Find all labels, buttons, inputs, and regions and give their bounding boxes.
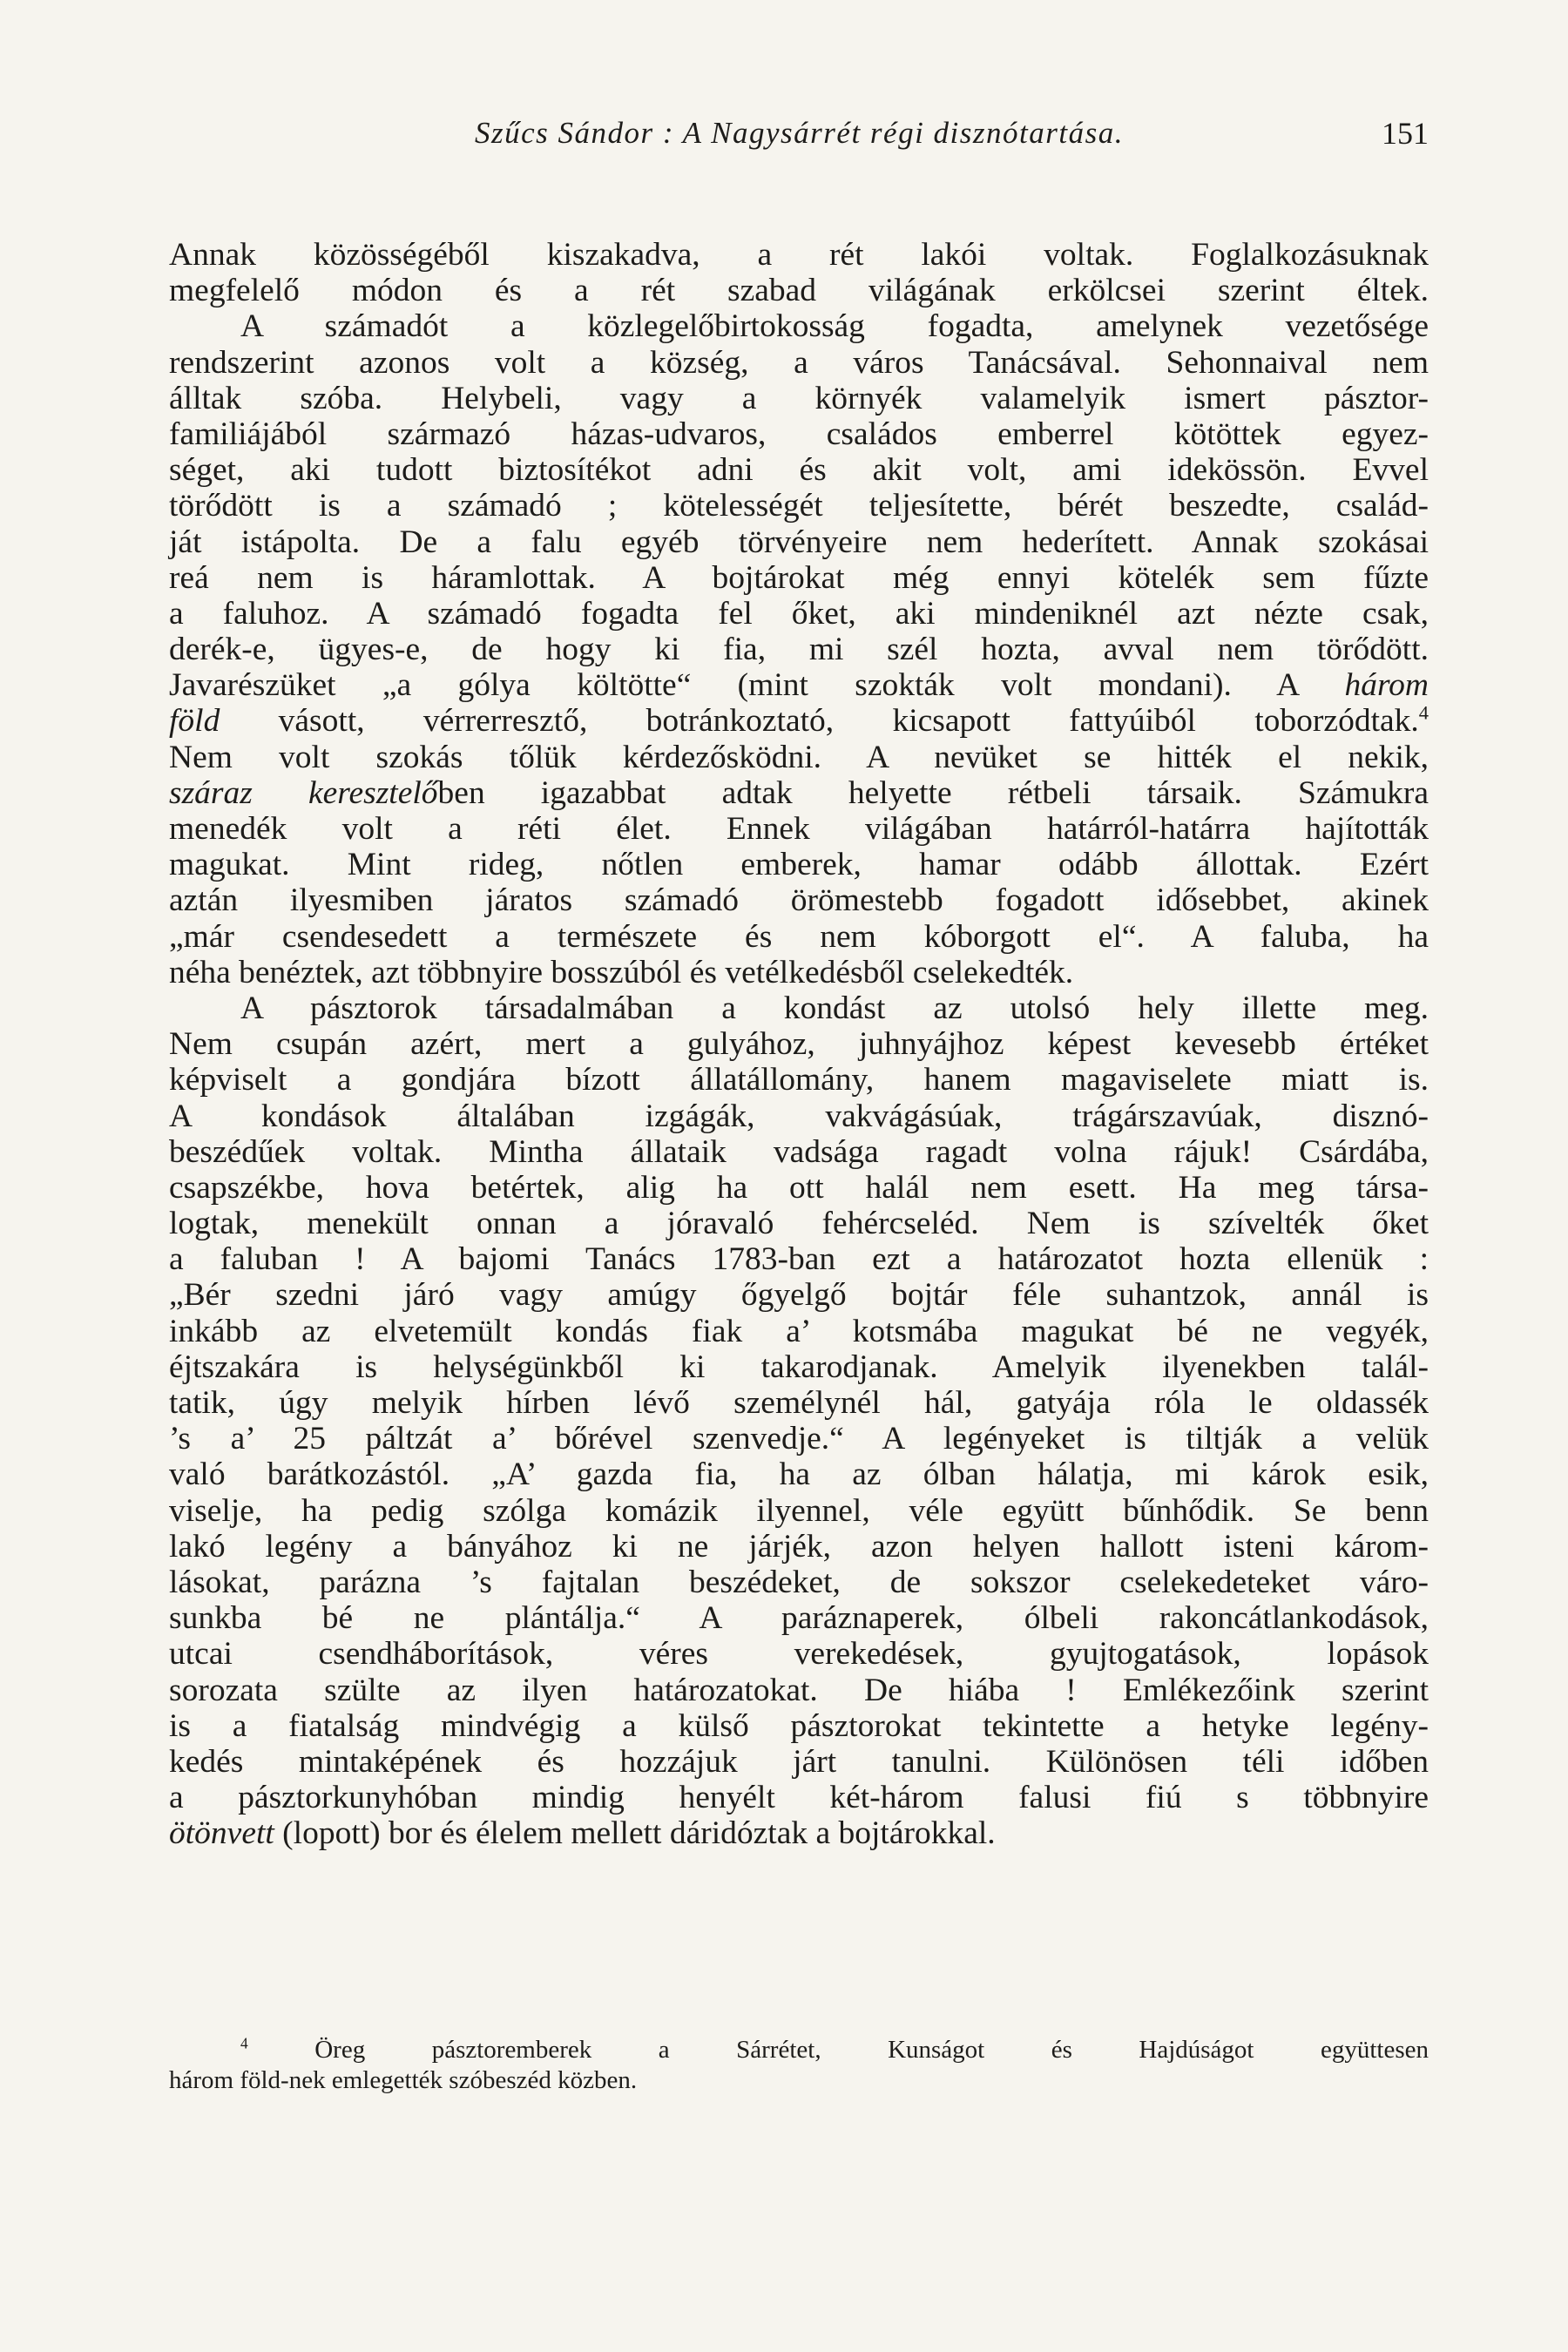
- text-line: magukat. Mint rideg, nőtlen emberek, hamar odább állottak. Ezért: [169, 847, 1429, 883]
- footnote-line: három föld-nek emlegették szóbeszéd közben.: [169, 2066, 638, 2094]
- running-title: Szűcs Sándor : A Nagysárrét régi disznótartása.: [475, 116, 1124, 150]
- text-line: való barátkozástól. „A’ gazda fia, ha az ólban hálatja, mi károk esik,: [169, 1456, 1429, 1493]
- footnote-line: [169, 2035, 1429, 2065]
- text-line: aztán ilyesmiben járatos számadó örömestebb fogadott idősebbet, akinek: [169, 882, 1429, 919]
- text-line: álltak szóba. Helybeli, vagy a környék valamelyik ismert pásztor-: [169, 380, 1429, 416]
- text-line: [169, 775, 1429, 811]
- text-line: éjtszakára is helységünkből ki takarodjanak. Amelyik ilyenekben talál-: [169, 1348, 1429, 1385]
- text-line: kedés mintaképének és hozzájuk járt tanulni. Különösen téli időben: [169, 1743, 1429, 1780]
- text-line: derék-e, ügyes-e, de hogy ki fia, mi szél hozta, avval nem törődött.: [169, 632, 1429, 668]
- text-line: A kondások általában izgágák, vakvágásúak, trágárszavúak, disznó-: [169, 1098, 1429, 1134]
- footnote-mark: 4: [240, 2034, 248, 2052]
- text-line: reá nem is háramlottak. A bojtárokat még ennyi kötelék sem fűzte: [169, 559, 1429, 596]
- text-line: sorozata szülte az ilyen határozatokat. De hiába ! Emlékezőink szerint: [169, 1672, 1429, 1708]
- running-head: [170, 112, 1429, 155]
- text-line: rendszerint azonos volt a község, a város Tanácsával. Sehonnaival nem: [169, 344, 1429, 381]
- italic-term: ötönvett: [169, 1815, 274, 1852]
- text-line: a faluhoz. A számadó fogadta fel őket, aki mindeniknél azt nézte csak,: [169, 595, 1429, 632]
- text-line: lásokat, parázna ’s fajtalan beszédeket, de sokszor cselekedeteket váro-: [169, 1564, 1429, 1600]
- footnote: [169, 2035, 1429, 2096]
- text-line: törődött is a számadó ; kötelességét teljesítette, bérét beszedte, család-: [169, 488, 1429, 524]
- text-line: csapszékbe, hova betértek, alig ha ott halál nem esett. Ha meg társa-: [169, 1169, 1429, 1206]
- italic-term: száraz keresztelő: [169, 774, 438, 811]
- footnote-text: Öreg pásztoremberek a Sárrétet, Kunságot és Hajdúságot együttesen: [314, 2036, 1429, 2064]
- text-line: ’s a’ 25 páltzát a’ bőrével szenvedje.“ A legényeket is tiltják a velük: [169, 1421, 1429, 1457]
- text-line: Nem csupán azért, mert a gulyához, juhnyájhoz képest kevesebb értéket: [169, 1026, 1429, 1063]
- text-line: familiájából származó házas-udvaros, családos emberrel kötöttek egyez-: [169, 416, 1429, 452]
- text-line: menedék volt a réti élet. Ennek világában határról-határra hajították: [169, 811, 1429, 847]
- text-line: lakó legény a bányához ki ne járjék, azon helyen hallott isteni károm-: [169, 1528, 1429, 1565]
- italic-term: három: [1344, 667, 1429, 704]
- text-segment: ben igazabbat adtak helyette rétbeli társaik. Számukra: [437, 774, 1429, 811]
- text-line: sunkba bé ne plántálja.“ A paráznaperek, ólbeli rakoncátlankodások,: [169, 1600, 1429, 1637]
- text-line: „Bér szedni járó vagy amúgy őgyelgő bojtár féle suhantzok, annál is: [169, 1277, 1429, 1314]
- text-segment: Javarészüket „a gólya költötte“ (mint szokták volt mondani). A: [169, 667, 1299, 704]
- text-segment: (lopott) bor és élelem mellett dáridóztak a bojtárokkal.: [282, 1815, 996, 1852]
- page-number: 151: [1382, 116, 1429, 151]
- text-line: logtak, menekült onnan a jóravaló fehércseléd. Nem is szívelték őket: [169, 1206, 1429, 1242]
- text-line: viselje, ha pedig szólga komázik ilyennel, véle együtt bűnhődik. Se benn: [169, 1492, 1429, 1529]
- text-line: Annak közösségéből kiszakadva, a rét lakói voltak. Foglalkozásuknak: [169, 237, 1429, 273]
- text-line: séget, aki tudott biztosítékot adni és akit volt, ami idekössön. Evvel: [169, 452, 1429, 489]
- text-line: A számadót a közlegelőbirtokosság fogadta, amelynek vezetősége: [240, 308, 1429, 345]
- body-text: [169, 237, 1429, 1851]
- text-line: néha benéztek, azt többnyire bosszúból és vetélkedésből cselekedték.: [169, 954, 1074, 990]
- text-line: beszédűek voltak. Mintha állataik vadsága ragadt volna rájuk! Csárdába,: [169, 1133, 1429, 1170]
- text-line: Nem volt szokás tőlük kérdezősködni. A nevüket se hitték el nekik,: [169, 739, 1429, 775]
- footnote-ref: 4: [1418, 701, 1429, 724]
- text-line: inkább az elvetemült kondás fiak a’ kotsmába magukat bé ne vegyék,: [169, 1313, 1429, 1349]
- text-line: megfelelő módon és a rét szabad világának erkölcsei szerint éltek.: [169, 273, 1429, 309]
- text-line: is a fiatalság mindvégig a külső pásztorokat tekintette a hetyke legény-: [169, 1707, 1429, 1744]
- text-line: képviselt a gondjára bízott állatállomány, hanem magaviselete miatt is.: [169, 1062, 1429, 1098]
- text-line: a faluban ! A bajomi Tanács 1783-ban ezt a határozatot hozta ellenük :: [169, 1241, 1429, 1278]
- text-line: utcai csendháborítások, véres verekedések, gyujtogatások, lopások: [169, 1636, 1429, 1673]
- text-line: a pásztorkunyhóban mindig henyélt két-három falusi fiú s többnyire: [169, 1780, 1429, 1816]
- text-line: [169, 1815, 1429, 1851]
- text-line: tatik, úgy melyik hírben lévő személynél hál, gatyája róla le oldassék: [169, 1385, 1429, 1421]
- text-line: A pásztorok társadalmában a kondást az utolsó hely illette meg.: [240, 990, 1429, 1026]
- text-line: „már csendesedett a természete és nem kóborgott el“. A faluba, ha: [169, 918, 1429, 955]
- italic-term: föld: [169, 703, 220, 740]
- text-segment: vásott, vérrerresztő, botránkoztató, kicsapott fattyúiból toborzódtak.: [278, 703, 1419, 740]
- text-line: ját istápolta. De a falu egyéb törvényeire nem hederített. Annak szokásai: [169, 524, 1429, 560]
- text-line: [169, 703, 1429, 739]
- text-line: [169, 667, 1429, 703]
